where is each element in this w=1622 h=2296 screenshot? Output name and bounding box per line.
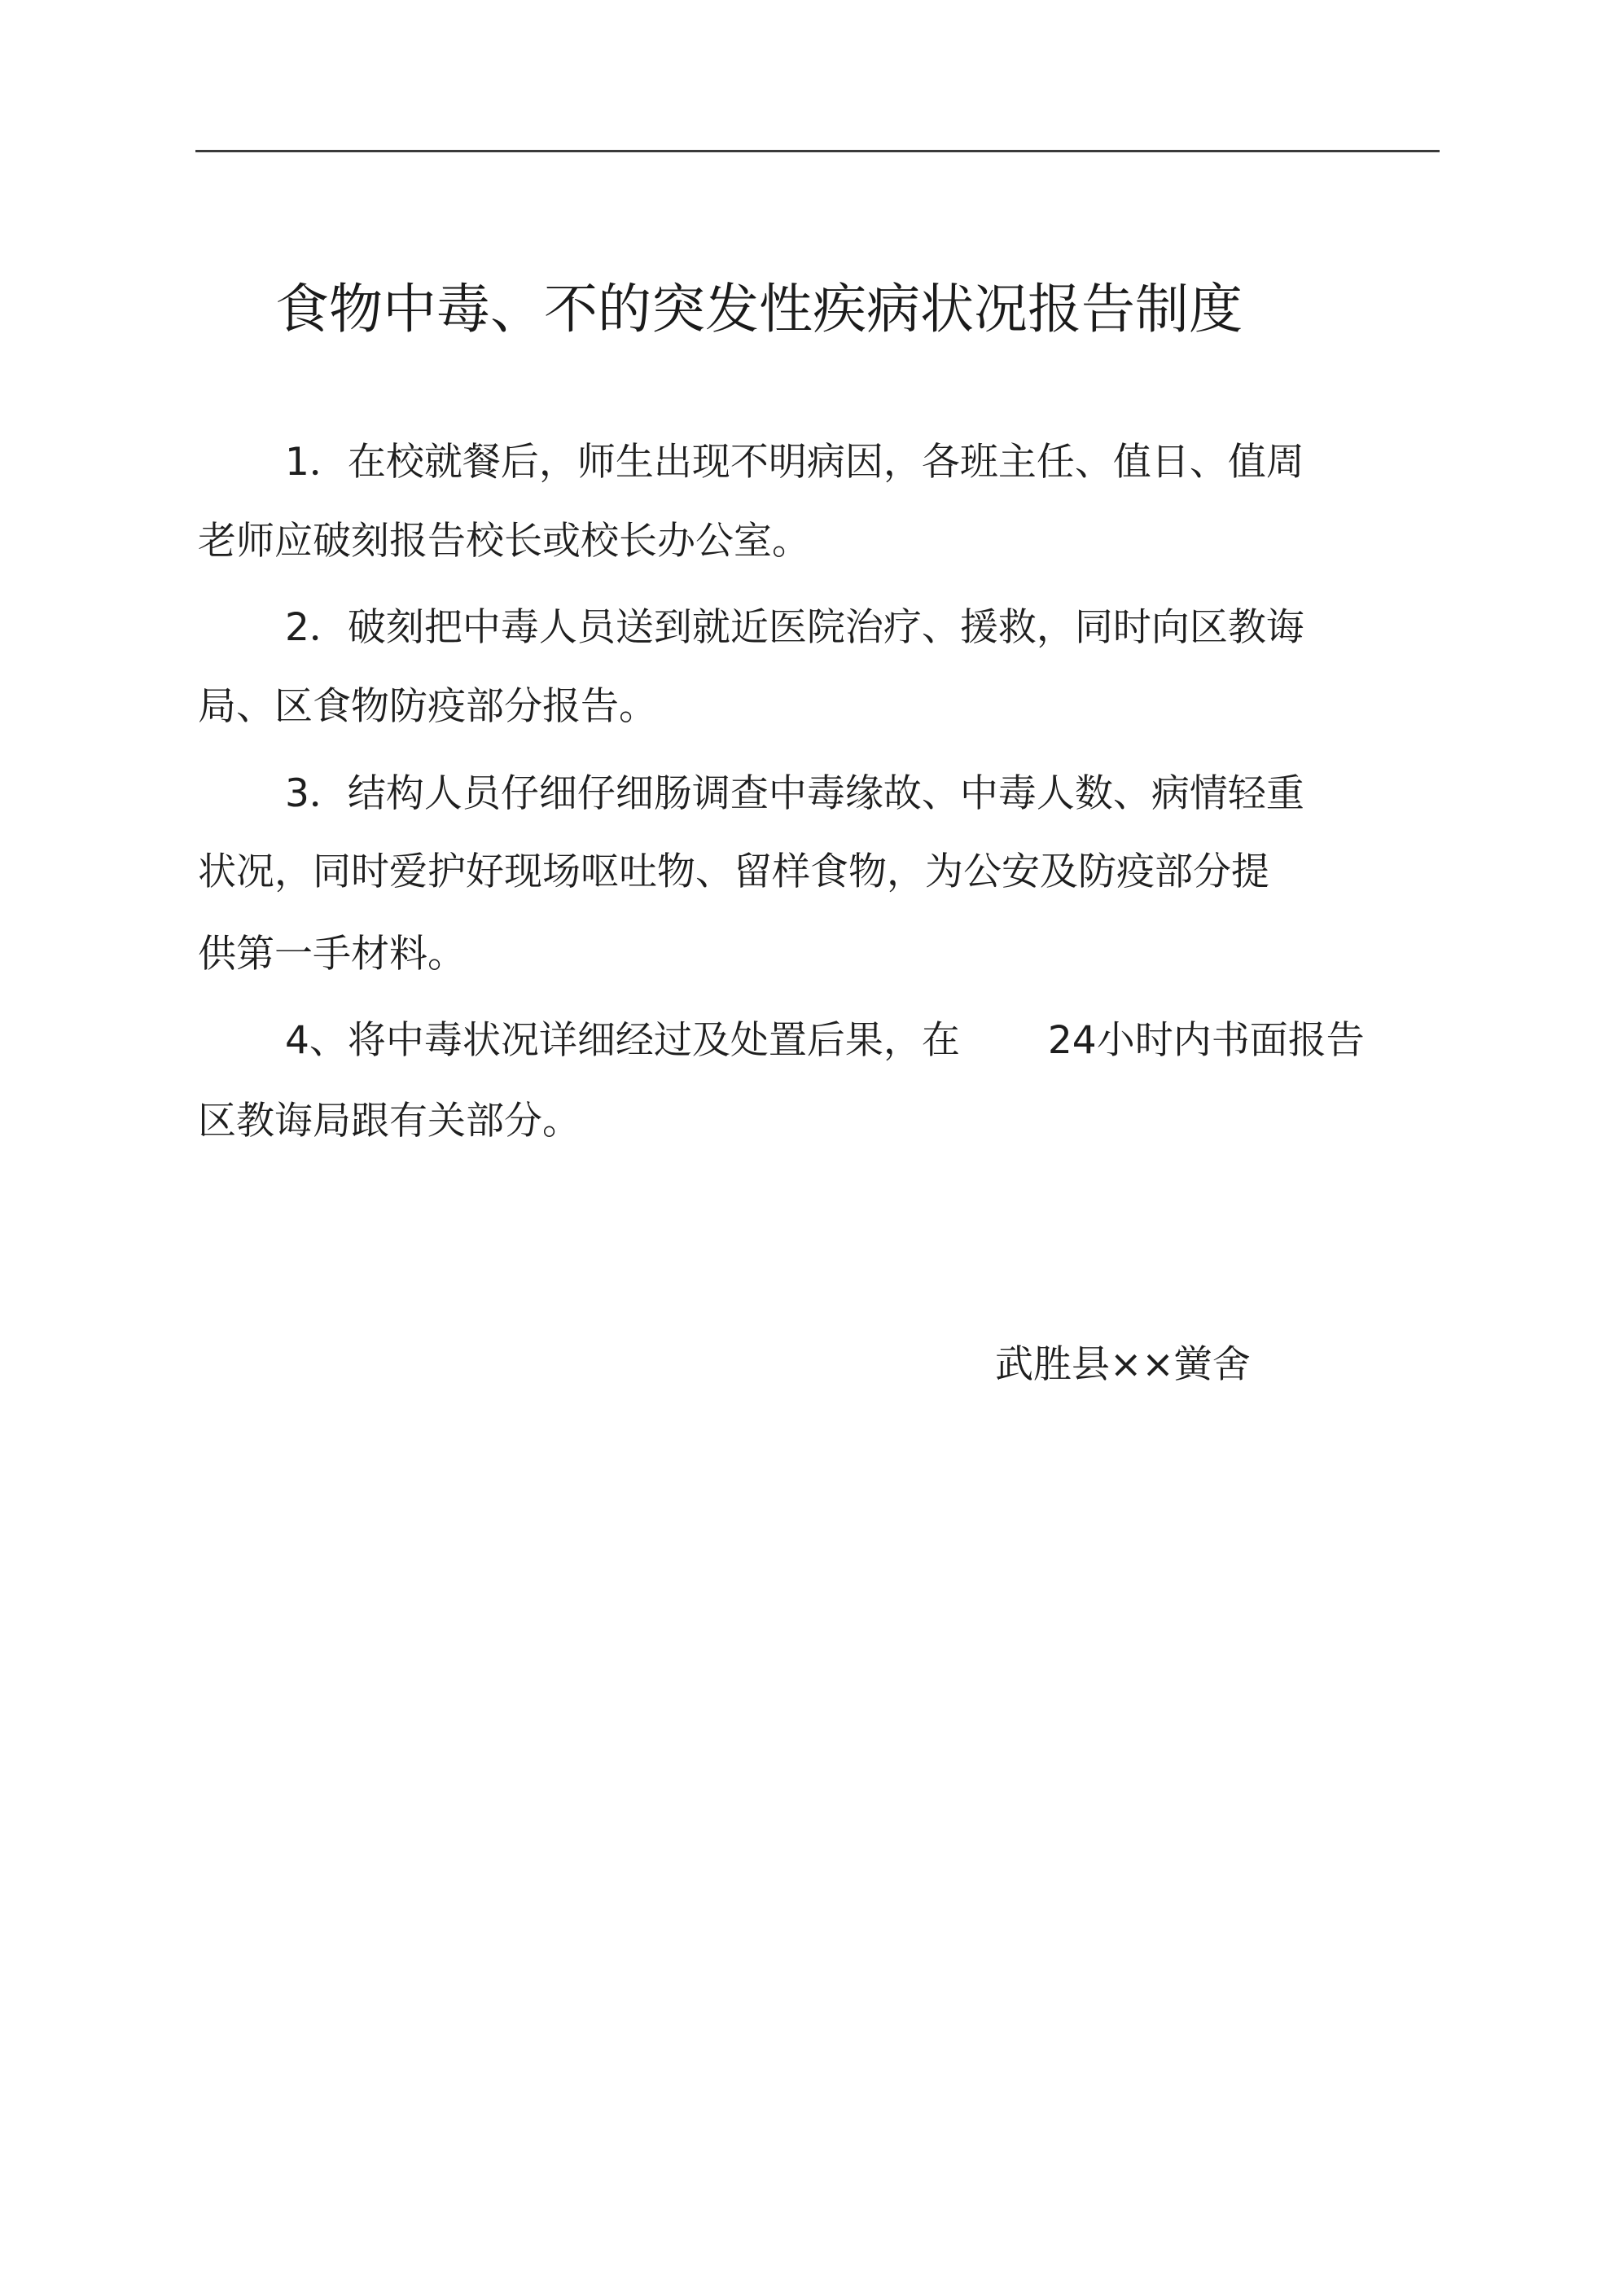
header-rule (195, 150, 1440, 152)
item-4-text-b: 24小时内书面报告 (1047, 1018, 1365, 1063)
document-title: 食物中毒、不的突发性疾病状况报告制度 (275, 278, 1243, 340)
signature: 武胜县××黉舍 (995, 1342, 1251, 1387)
item-1-line-1: 1．在校就餐后，师生出现不明病因，各班主任、值日、值周 (285, 440, 1304, 485)
item-3-line-2: 状况，同时爱护好现场呕吐物、留样食物，为公安及防疫部分提 (198, 849, 1269, 894)
item-4-text-a: 4、将中毒状况详细经过及处置后果，在 (285, 1018, 960, 1063)
item-2-line-2: 局、区食物防疫部分报告。 (198, 684, 657, 729)
item-2-line-1: 2．破刻把中毒人员送到就近医院治疗、援救，同时向区教诲 (285, 605, 1304, 650)
item-4-line-2: 区教诲局跟有关部分。 (198, 1099, 581, 1144)
item-3-line-3: 供第一手材料。 (198, 932, 466, 977)
item-3-line-1: 3．结构人员仔细仔细肠调查中毒缘故、中毒人数、病情轻重 (285, 771, 1304, 816)
item-4-line-1 (285, 1016, 1365, 1066)
item-1-line-2: 老师应破刻报告校长或校长办公室。 (198, 519, 810, 564)
